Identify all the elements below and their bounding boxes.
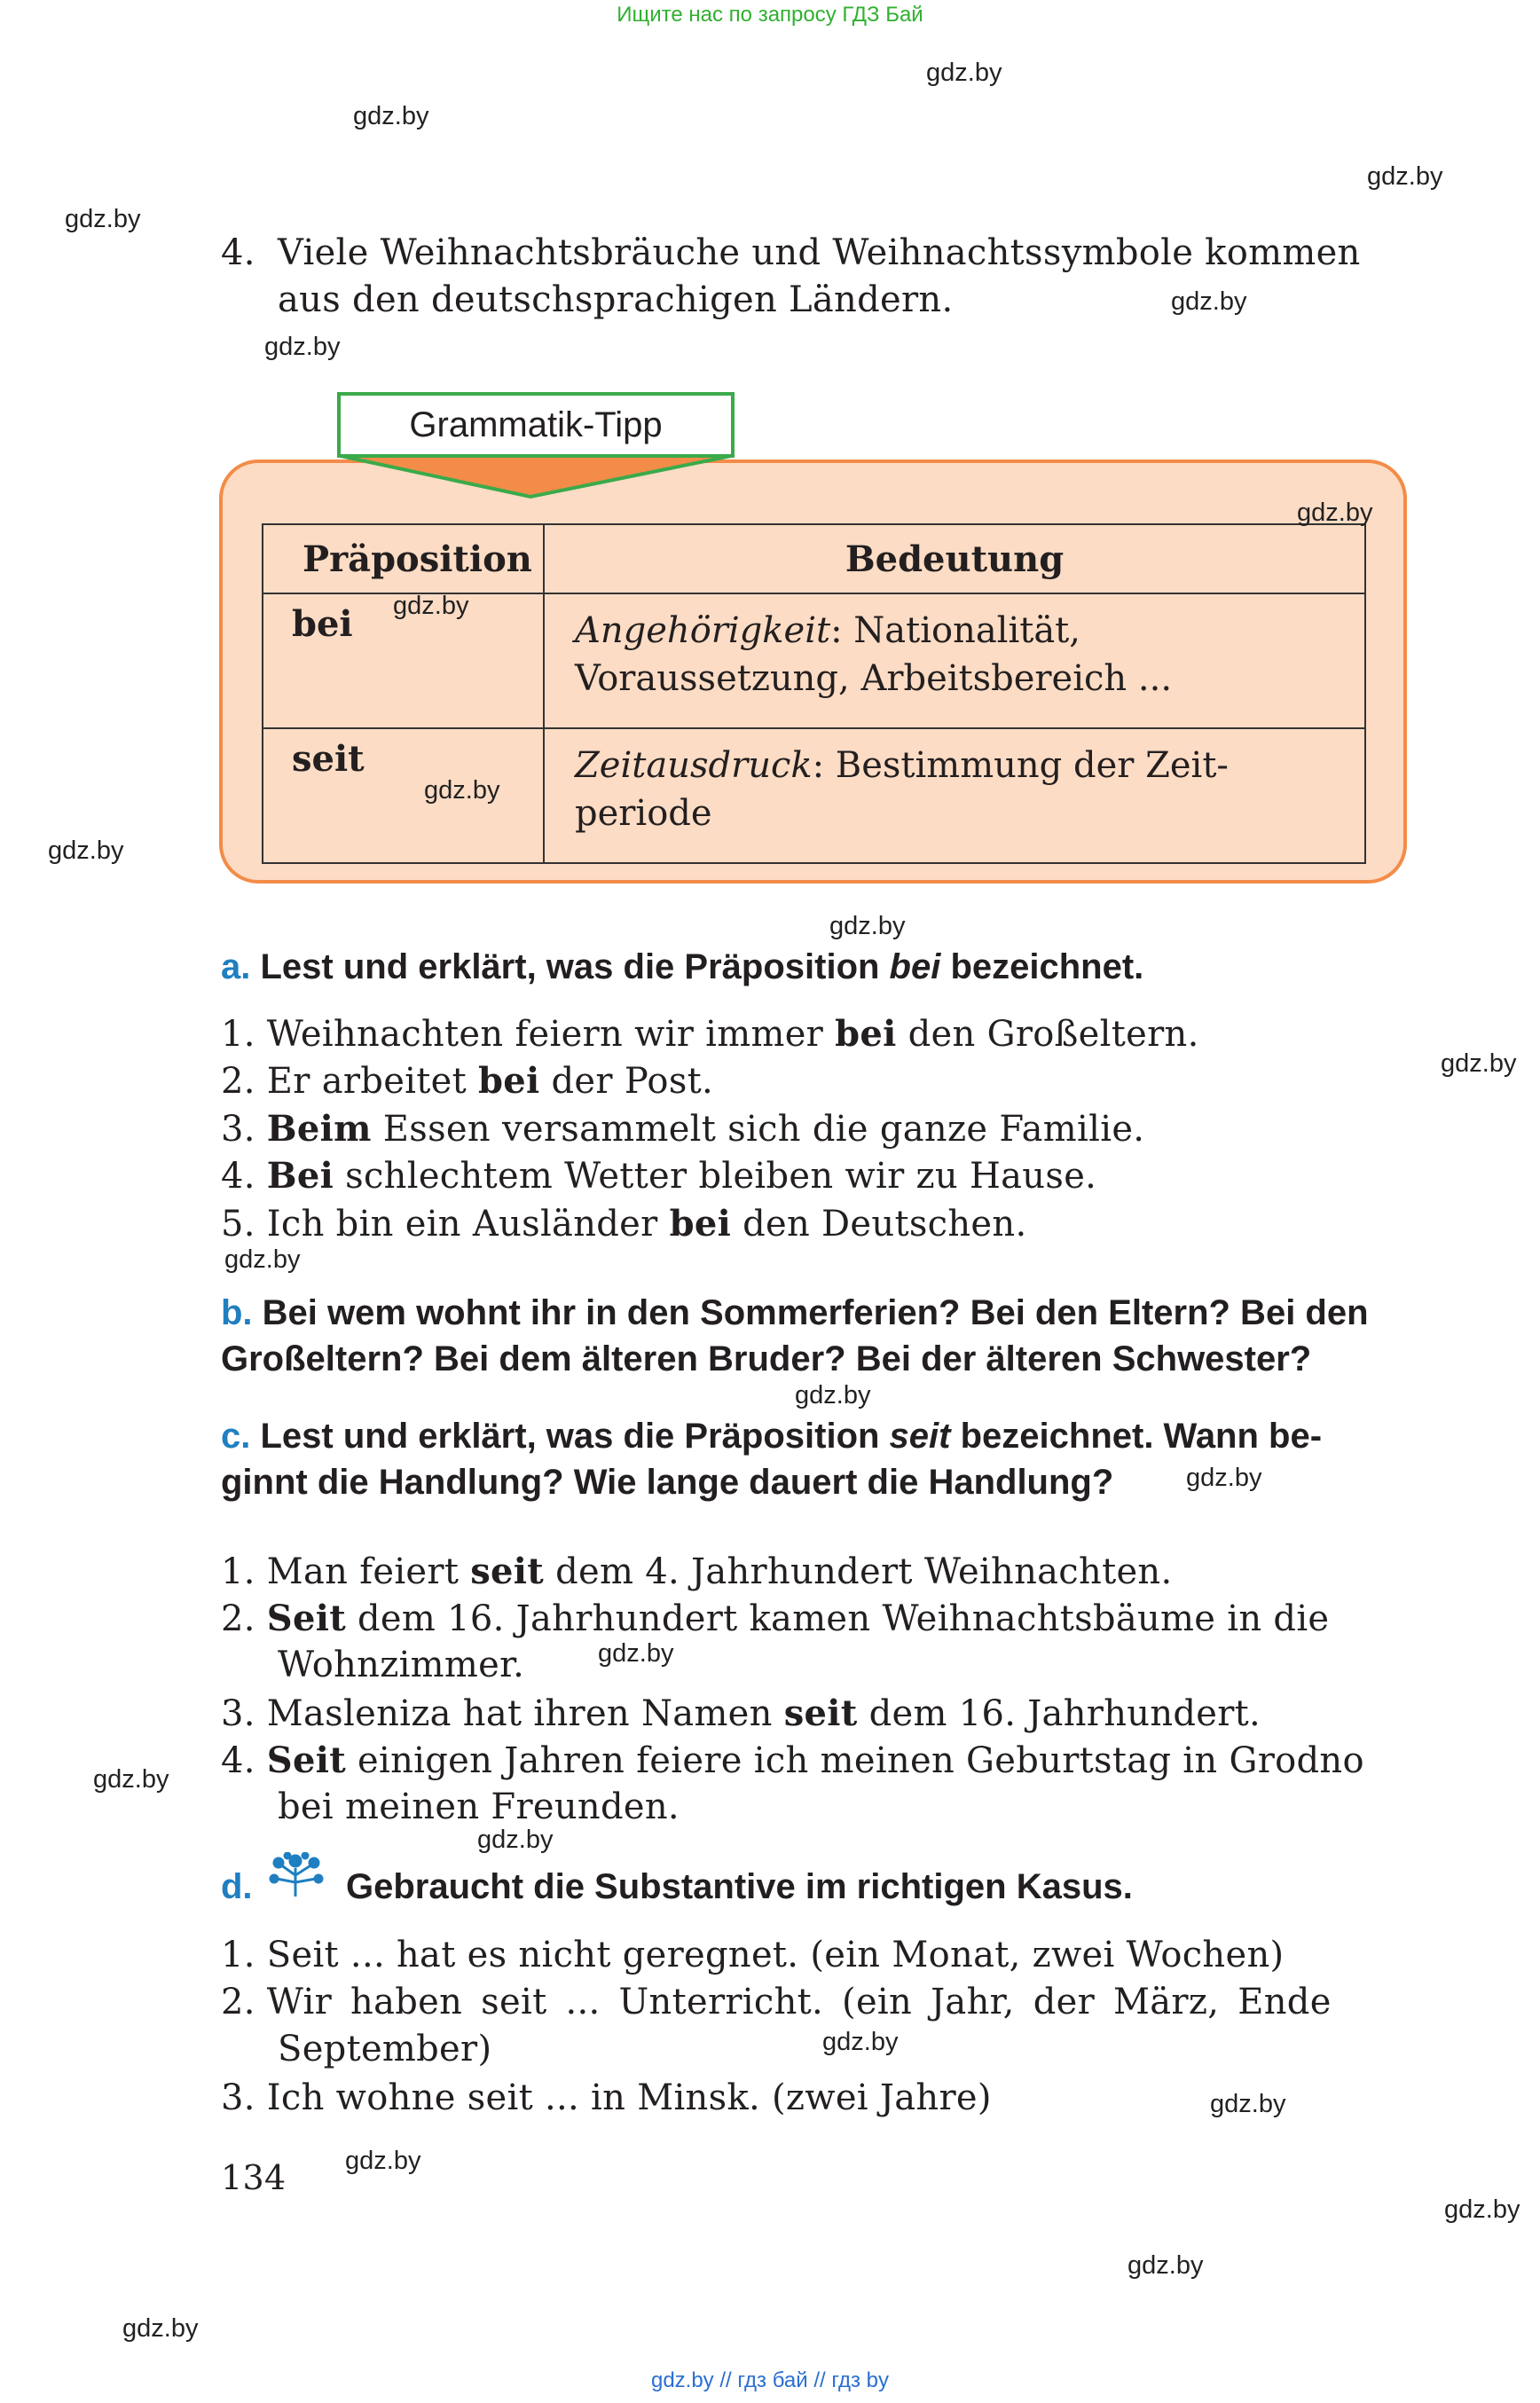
watermark: gdz.by — [598, 1639, 674, 1668]
item-bold: Beim — [266, 1108, 372, 1150]
grammar-tip-label-text: Grammatik-Tipp — [409, 405, 663, 444]
task-text: bezeichnet. Wann be- — [950, 1417, 1323, 1456]
watermark: gdz.by — [1186, 1464, 1262, 1492]
list-item — [221, 2077, 992, 2118]
task-a-heading — [221, 947, 1143, 987]
top-banner[interactable]: Ищите нас по запросу ГДЗ Бай — [617, 3, 923, 27]
list-item — [221, 1739, 1364, 1781]
task-d-text: Gebraucht die Substantive im richtigen Kasus. — [346, 1867, 1133, 1906]
tree-network-icon — [268, 1852, 326, 1902]
task-letter: d. — [221, 1867, 253, 1906]
meaning-rest: : Nationalität, — [830, 610, 1080, 651]
item-number: 5. — [221, 1204, 255, 1245]
watermark: gdz.by — [122, 2314, 199, 2343]
watermark: gdz.by — [48, 836, 124, 865]
task-italic: seit — [889, 1417, 951, 1456]
task-text: Lest und erklärt, was die Präposition — [260, 947, 890, 986]
item-number: 4. — [221, 1156, 255, 1197]
item-text: Ich bin ein Ausländer — [266, 1204, 670, 1245]
watermark: gdz.by — [1297, 499, 1373, 527]
meaning-term: Zeitausdruck — [575, 745, 813, 786]
item-text: Weihnachten feiern wir immer — [266, 1014, 836, 1055]
watermark: gdz.by — [795, 1381, 871, 1410]
item-bold: Seit — [266, 1739, 346, 1781]
list-item — [221, 1013, 1199, 1055]
item-number: 1. — [221, 1935, 255, 1975]
watermark: gdz.by — [345, 2147, 421, 2175]
watermark: gdz.by — [1210, 2090, 1286, 2118]
watermark: gdz.by — [1171, 287, 1247, 316]
item-text: schlechtem Wetter bleiben wir zu Hause. — [334, 1156, 1097, 1197]
item-text: Er arbeitet — [266, 1061, 478, 1102]
table-header-preposition: Präposition — [263, 524, 544, 593]
grammar-table — [262, 523, 1366, 864]
item-number: 1. — [221, 1551, 255, 1592]
task-b-line1 — [221, 1293, 1369, 1333]
watermark: gdz.by — [926, 59, 1002, 87]
watermark: gdz.by — [1444, 2195, 1520, 2224]
item-number: 1. — [221, 1014, 255, 1055]
list-item — [221, 1155, 1096, 1197]
meaning-line2: periode — [575, 793, 712, 834]
meaning-rest: : Bestimmung der Zeit- — [812, 745, 1229, 786]
item-bold: bei — [669, 1203, 732, 1245]
task-b-line2: Großeltern? Bei dem älteren Bruder? Bei der älteren Schwester? — [221, 1339, 1312, 1378]
item-text: Man feiert — [266, 1551, 471, 1592]
list-item-continuation: September) — [278, 2029, 492, 2069]
item-bold: seit — [470, 1551, 545, 1592]
item-text: der Post. — [539, 1061, 714, 1102]
watermark: gdz.by — [477, 1826, 554, 1854]
intro-item-number: 4. — [221, 232, 255, 273]
list-item — [221, 1203, 1026, 1245]
watermark: gdz.by — [93, 1765, 169, 1794]
list-item — [221, 1108, 1144, 1150]
item-number: 2. — [221, 1598, 255, 1639]
item-text: Wir haben seit ... Unterricht. (ein Jahr, der März, Ende — [266, 1982, 1332, 2022]
item-text: Masleniza hat ihren Namen — [266, 1693, 784, 1734]
tip-arrow-icon — [0, 0, 1540, 532]
watermark: gdz.by — [424, 776, 500, 805]
watermark: gdz.by — [353, 102, 429, 130]
task-letter: a. — [221, 947, 251, 986]
meaning-term: Angehörigkeit — [575, 610, 831, 651]
task-c-line2: ginnt die Handlung? Wie lange dauert die Handlung? — [221, 1463, 1114, 1502]
task-italic: bei — [889, 947, 941, 986]
intro-item-line2: aus den deutschsprachigen Ländern. — [278, 279, 954, 320]
list-item — [221, 1935, 1284, 1975]
item-number: 3. — [221, 2077, 255, 2118]
task-letter: b. — [221, 1293, 253, 1332]
list-item — [221, 1982, 1332, 2022]
task-text: Bei wem wohnt ihr in den Sommerferien? Bei den Eltern? Bei den — [262, 1293, 1369, 1332]
watermark: gdz.by — [393, 592, 469, 620]
item-text: einigen Jahren feiere ich meinen Geburtstag in Grodno — [346, 1740, 1364, 1781]
item-text: den Deutschen. — [731, 1204, 1027, 1245]
task-text: Lest und erklärt, was die Präposition — [260, 1417, 890, 1456]
list-item-continuation: Wohnzimmer. — [278, 1645, 525, 1685]
item-number: 4. — [221, 1740, 255, 1781]
table-cell-meaning — [544, 593, 1365, 728]
watermark: gdz.by — [822, 2028, 899, 2056]
task-letter: c. — [221, 1417, 251, 1456]
item-text: Seit ... hat es nicht geregnet. (ein Monat, zwei Wochen) — [266, 1935, 1285, 1975]
task-d-heading — [221, 1867, 253, 1907]
item-bold: Bei — [266, 1155, 334, 1197]
list-item — [221, 1692, 1261, 1734]
task-c-line1 — [221, 1417, 1322, 1457]
item-bold: bei — [835, 1013, 897, 1055]
item-number: 2. — [221, 1061, 255, 1102]
item-number: 3. — [221, 1693, 255, 1734]
item-bold: Seit — [266, 1598, 346, 1639]
watermark: gdz.by — [829, 912, 906, 940]
bottom-banner[interactable]: gdz.by // гдз бай // гдз by — [650, 2368, 890, 2392]
watermark: gdz.by — [1367, 162, 1443, 191]
item-text: dem 4. Jahrhundert Weihnachten. — [544, 1551, 1173, 1592]
table-cell-prep: bei — [263, 593, 544, 728]
item-number: 2. — [221, 1982, 255, 2022]
watermark: gdz.by — [264, 333, 341, 361]
item-text: dem 16. Jahrhundert. — [857, 1693, 1261, 1734]
item-bold: bei — [478, 1060, 540, 1102]
list-item — [221, 1598, 1329, 1639]
page-number: 134 — [221, 2158, 287, 2197]
table-header-meaning: Bedeutung — [544, 524, 1365, 593]
intro-item-line1: Viele Weihnachtsbräuche und Weihnachtssymbole kommen — [278, 232, 1361, 273]
item-text: den Großeltern. — [896, 1014, 1199, 1055]
list-item — [221, 1551, 1173, 1592]
item-text: dem 16. Jahrhundert kamen Weihnachtsbäume in die — [346, 1598, 1330, 1639]
watermark: gdz.by — [224, 1245, 301, 1274]
watermark: gdz.by — [1128, 2251, 1204, 2280]
meaning-line2: Voraussetzung, Arbeitsbereich ... — [575, 658, 1173, 699]
table-cell-meaning — [544, 728, 1365, 863]
watermark: gdz.by — [1441, 1049, 1517, 1078]
item-bold: seit — [783, 1692, 858, 1734]
table-cell-prep: seit — [263, 728, 544, 863]
list-item-continuation: bei meinen Freunden. — [278, 1787, 680, 1827]
task-text: bezeichnet. — [940, 947, 1144, 986]
item-text: Essen versammelt sich die ganze Familie. — [371, 1109, 1145, 1150]
item-text: Ich wohne seit ... in Minsk. (zwei Jahre) — [266, 2077, 992, 2118]
watermark: gdz.by — [65, 205, 141, 233]
list-item — [221, 1060, 713, 1102]
item-number: 3. — [221, 1109, 255, 1150]
